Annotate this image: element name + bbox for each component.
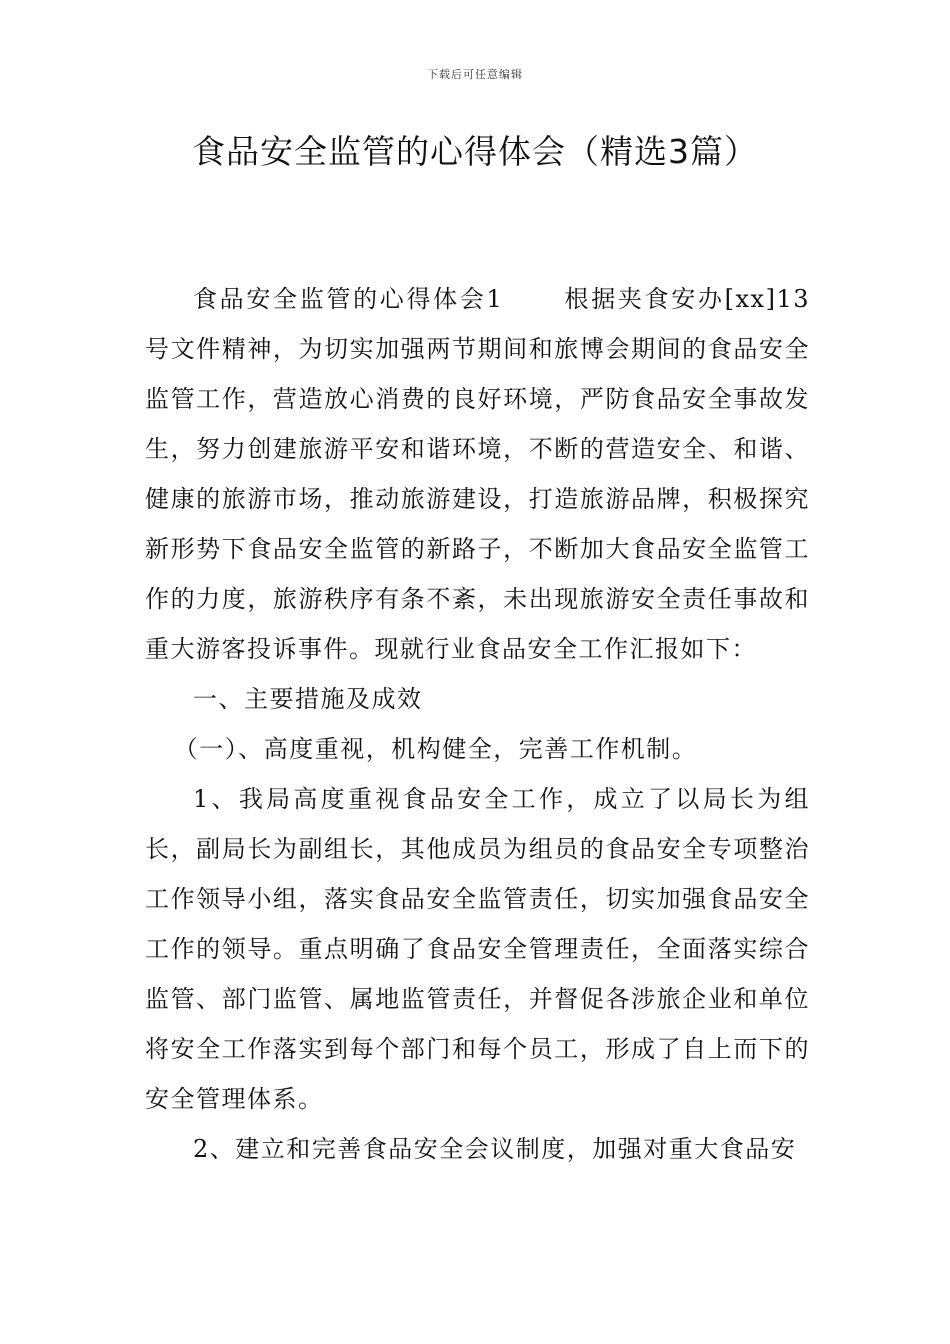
item-2-paragraph: 2、建立和完善食品安全会议制度，加强对重大食品安 [193, 1135, 797, 1163]
intro-text: 根据夹食安办[xx]13号文件精神，为切实加强两节期间和旅博会期间的食品安全监管工作，营造放心消费的良好环境，严防食品安全事故发生，努力创建旅游平安和谐环境，不断的营造安全、和谐、健康的旅游市场，推动旅游建设，打造旅游品牌，积极探究新形势下食品安全监管的新路子，不断加大食品安全监管工作的力度，旅游秩序有条不紊，未出现旅游安全责任事故和重大游客投诉事件。现就行业食品安全工作汇报如下： [145, 285, 810, 663]
section-heading: 一、主要措施及成效 [193, 685, 423, 713]
header-note: 下载后可任意编辑 [427, 68, 523, 81]
subsection-heading: （一）、高度重视，机构健全，完善工作机制。 [173, 735, 698, 763]
item-1-paragraph: 1、我局高度重视食品安全工作，成立了以局长为组长，副局长为副组长，其他成员为组员的食品安全专项整治工作领导小组，落实食品安全监管责任，切实加强食品安全工作的领导。重点明确了食品安全管理责任，全面落实综合监管、部门监管、属地监管责任，并督促各涉旅企业和单位将安全工作落实到每个部门和每个员工，形成了自上而下的安全管理体系。 [145, 785, 810, 1113]
intro-paragraph [145, 274, 810, 674]
document-title: 食品安全监管的心得体会（精选3篇） [192, 132, 758, 171]
intro-label: 食品安全监管的心得体会1 [193, 285, 504, 313]
document-body [145, 274, 810, 1174]
